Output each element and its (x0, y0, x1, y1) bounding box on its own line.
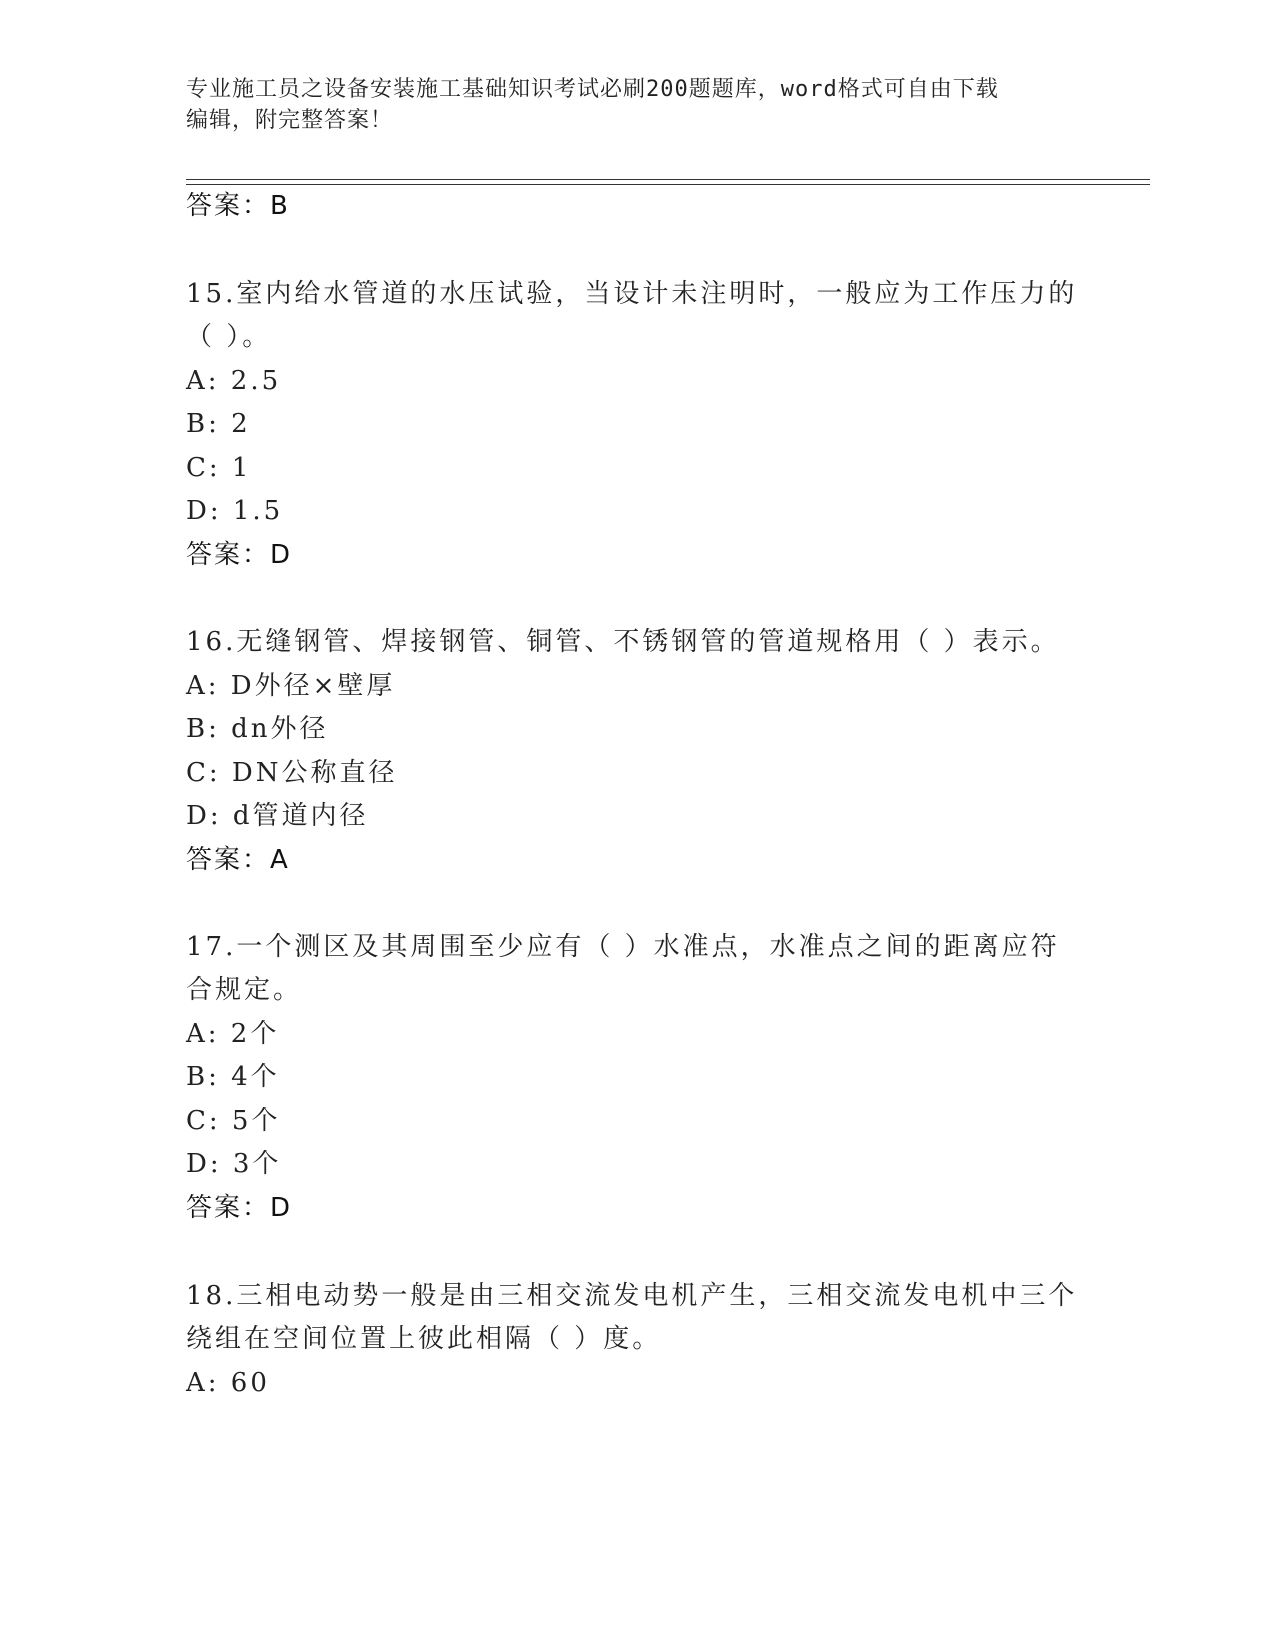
document-header (186, 74, 1086, 136)
question-15-text-line-1: 15.室内给水管道的水压试验，当设计未注明时，一般应为工作压力的 (186, 279, 1078, 309)
question-18-text-line-1: 18.三相电动势一般是由三相交流发电机产生，三相交流发电机中三个 (186, 1281, 1078, 1311)
header-line-1: 专业施工员之设备安装施工基础知识考试必刷200题题库，word格式可自由下载 (186, 77, 999, 102)
question-17-option-d: D: 3个 (186, 1149, 282, 1179)
question-15-option-c: C: 1 (186, 453, 252, 483)
header-line-2: 编辑，附完整答案！ (186, 108, 394, 133)
question-16-option-a: A: D外径×壁厚 (186, 671, 396, 701)
question-18-text-line-2: 绕组在空间位置上彼此相隔（ ）度。 (186, 1324, 662, 1354)
question-16-answer: 答案：A (186, 845, 290, 875)
question-16-option-d: D: d管道内径 (186, 801, 369, 831)
answer-14: 答案：B (186, 191, 290, 221)
question-15-option-d: D: 1.5 (186, 496, 284, 526)
question-17-option-a: A: 2个 (186, 1019, 280, 1049)
header-divider-bottom (186, 184, 1150, 185)
header-divider-top (186, 179, 1150, 180)
question-17-text-line-1: 17.一个测区及其周围至少应有（ ）水准点，水准点之间的距离应符 (186, 932, 1060, 962)
question-16-option-c: C: DN公称直径 (186, 758, 398, 788)
question-17-option-b: B: 4个 (186, 1062, 280, 1092)
question-16-text-line-1: 16.无缝钢管、焊接钢管、铜管、不锈钢管的管道规格用（ ）表示。 (186, 627, 1060, 657)
question-15-text-line-2: （ ）。 (186, 322, 272, 352)
question-15-option-b: B: 2 (186, 409, 251, 439)
question-18-option-a: A: 60 (186, 1368, 270, 1398)
question-17-option-c: C: 5个 (186, 1106, 281, 1136)
question-17-answer: 答案：D (186, 1193, 293, 1223)
question-15-answer: 答案：D (186, 540, 293, 570)
question-17-text-line-2: 合规定。 (186, 975, 303, 1005)
question-16-option-b: B: dn外径 (186, 714, 329, 744)
question-15-option-a: A: 2.5 (186, 366, 282, 396)
